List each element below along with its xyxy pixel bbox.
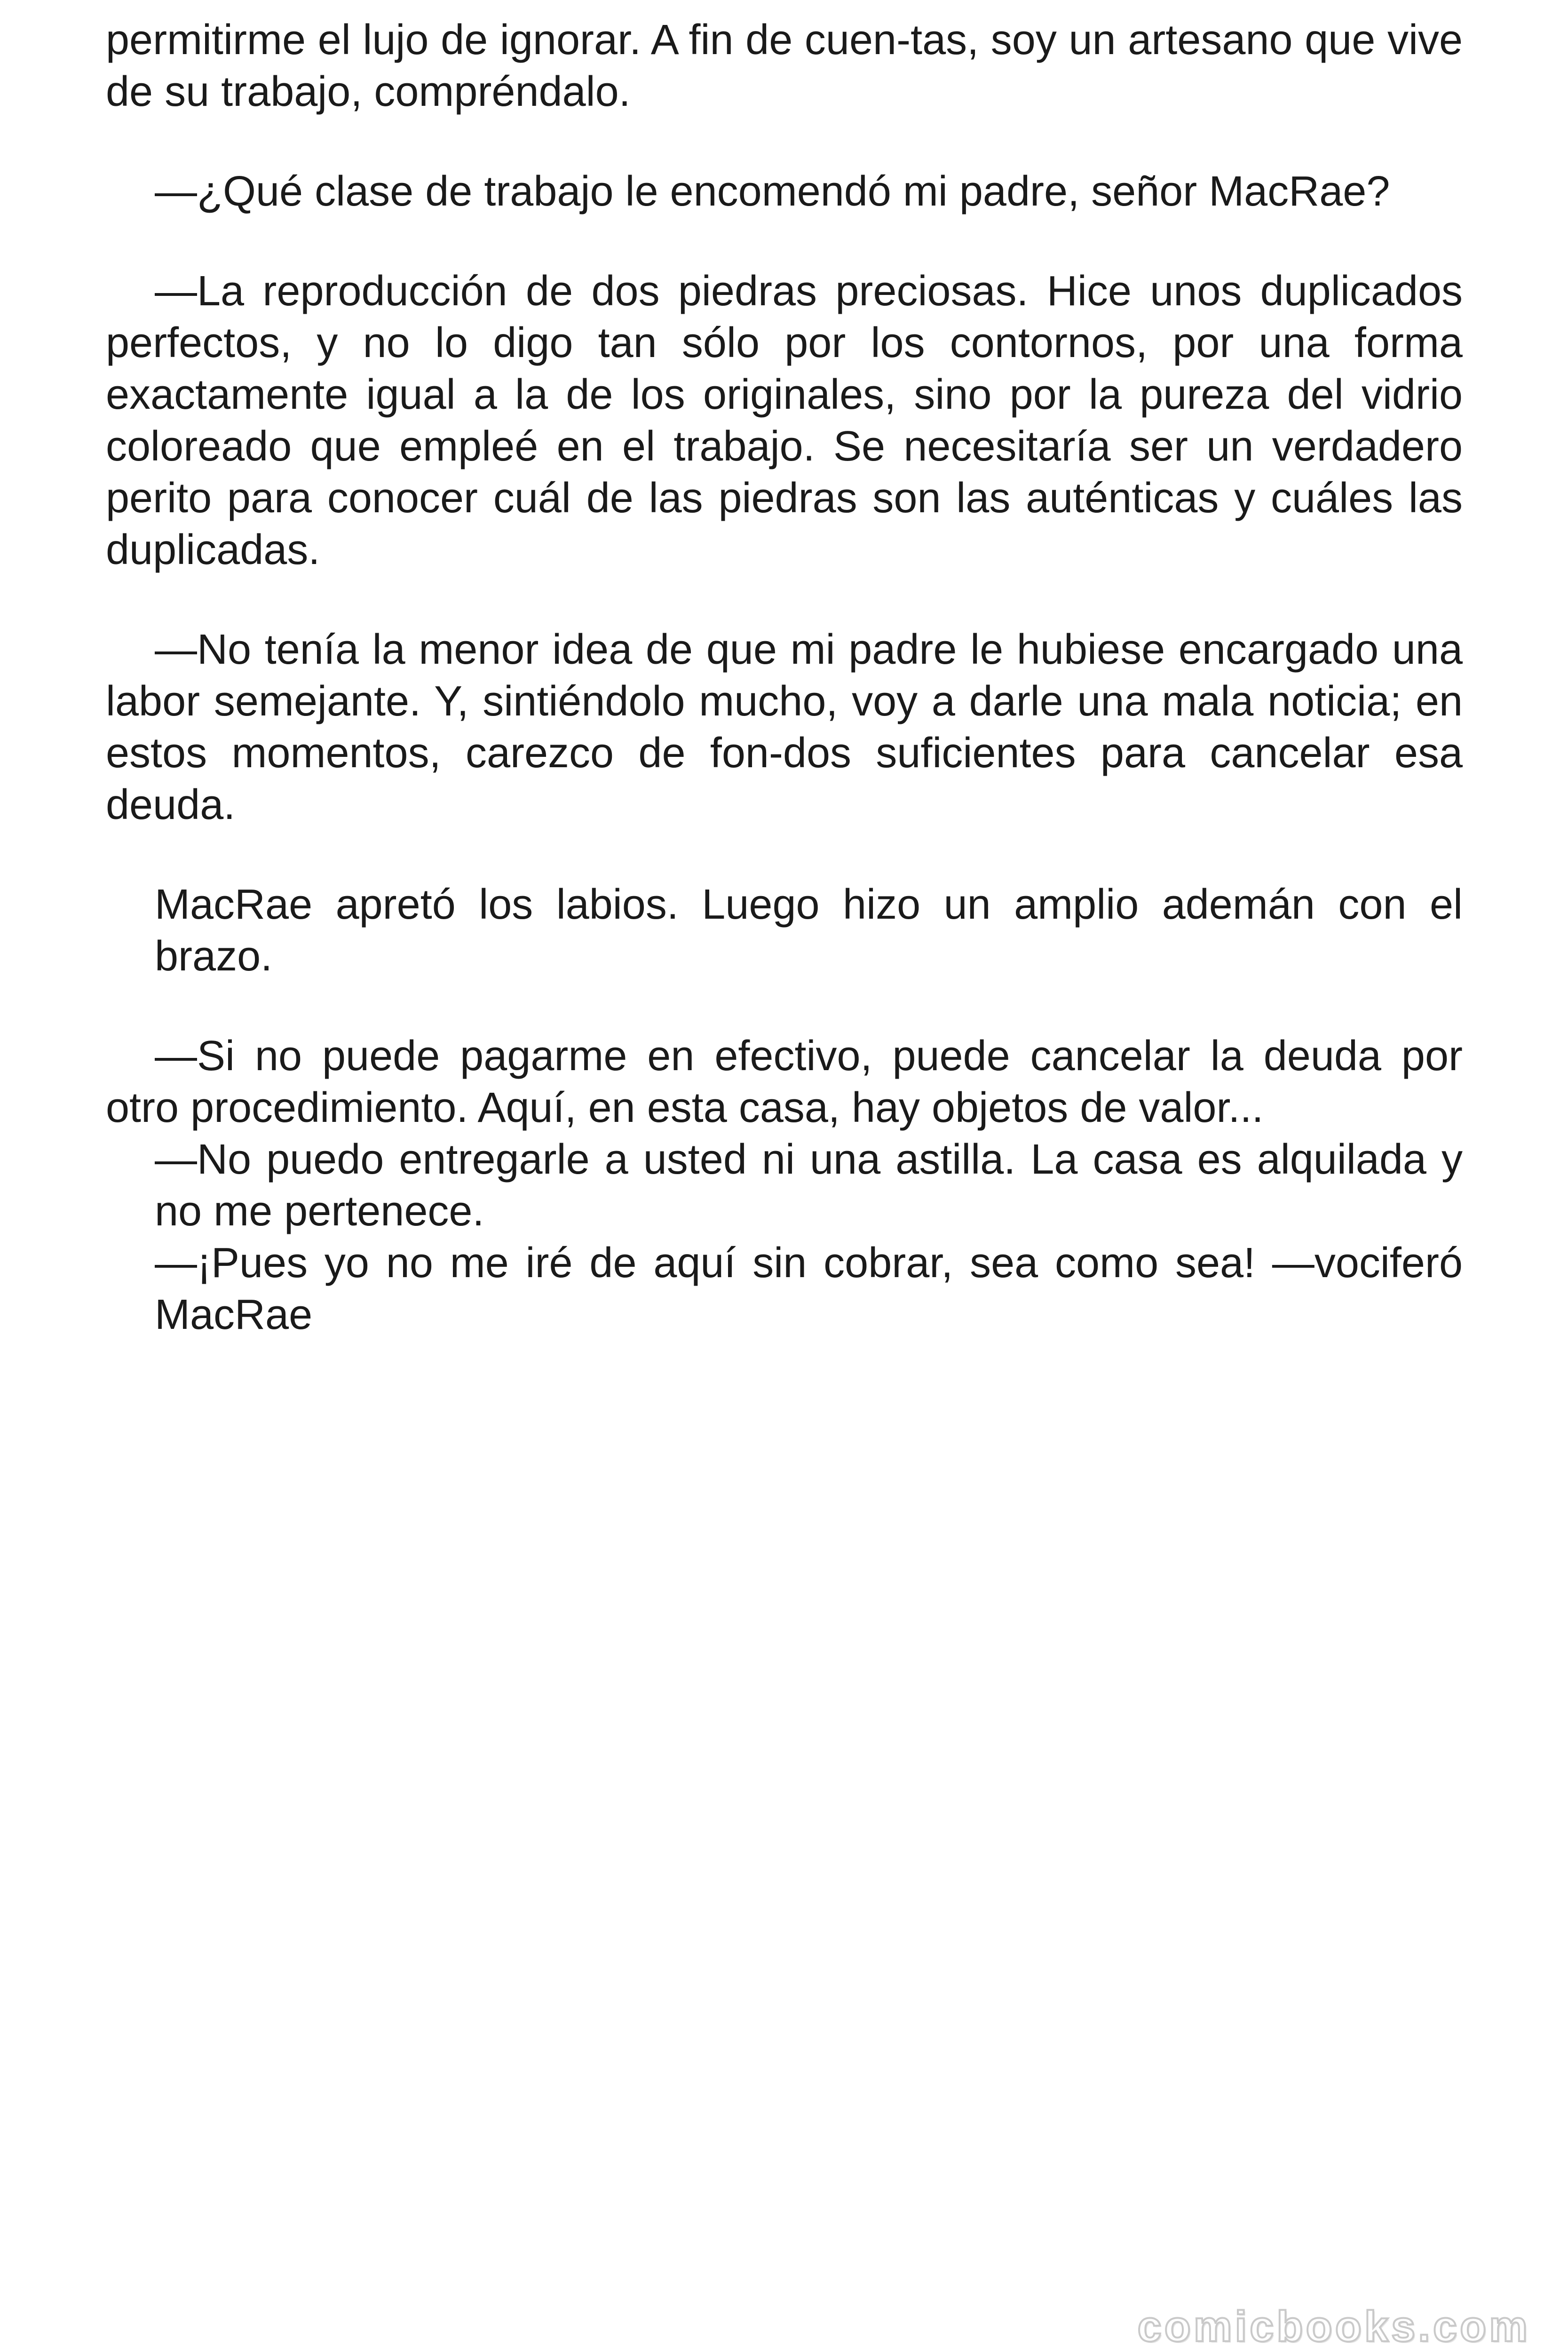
paragraph-dialogue-payment: —Si no puede pagarme en efectivo, puede cancelar la deuda por otro procedimiento. Aquí, en esta casa, hay objetos de valor... [106,1033,1463,1131]
paragraph-dialogue-shout: —¡Pues yo no me iré de aquí sin cobrar, sea como sea! —vociferó MacRae [155,1240,1463,1338]
document-page [106,14,1463,1341]
paragraph-dialogue-debt: —No tenía la menor idea de que mi padre le hubiese encargado una labor semejante. Y, sintiéndolo mucho, voy a darle una mala noticia; en estos momentos, carezco de fon-dos suficientes para cancelar esa deuda. [106,626,1463,828]
paragraph-dialogue-question: —¿Qué clase de trabajo le encomendó mi padre, señor MacRae? [155,168,1390,215]
watermark-logo: comicbooks.com [1137,2303,1530,2351]
paragraph-continuation: permitirme el lujo de ignorar. A fin de cuen-tas, soy un artesano que vive de su trabajo, compréndalo. [106,16,1463,115]
paragraph-dialogue-refusal: —No puedo entregarle a usted ni una astilla. La casa es alquilada y no me pertenece. [155,1136,1463,1235]
paragraph-dialogue-gems: —La reproducción de dos piedras preciosas. Hice unos duplicados perfectos, y no lo digo tan sólo por los contornos, por una forma exactamente igual a la de los originales, sino por la pureza del vidrio coloreado que empleé en el trabajo. Se necesitaría ser un verdadero perito para conocer cuál de las piedras son las auténticas y cuáles las duplicadas. [106,268,1463,573]
paragraph-narration: MacRae apretó los labios. Luego hizo un amplio ademán con el brazo. [155,881,1463,980]
